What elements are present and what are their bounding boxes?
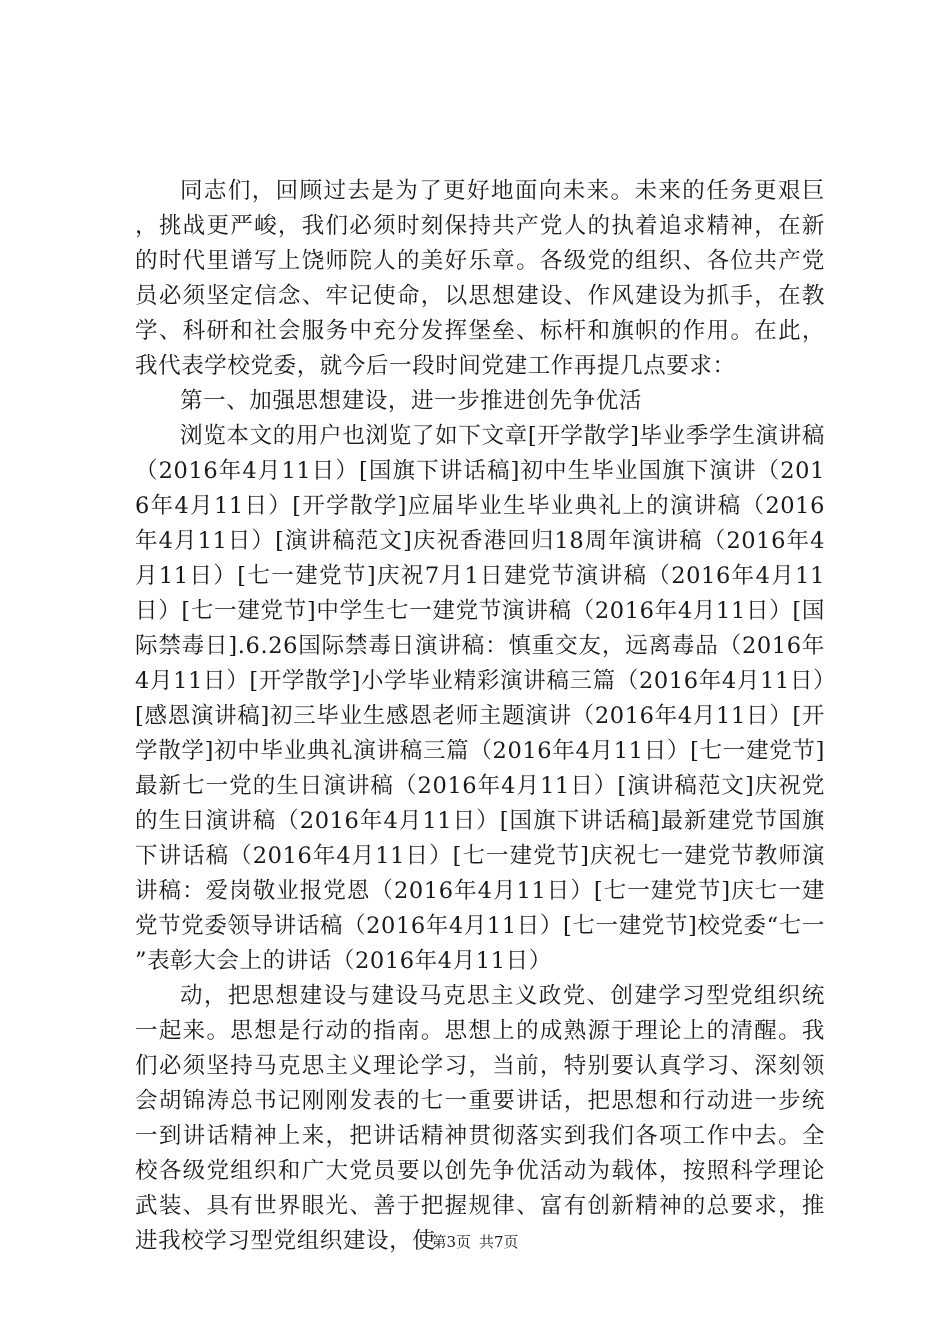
page-footer [0,1232,950,1252]
paragraph-continuation: 动，把思想建设与建设马克思主义政党、创建学习型党组织统一起来。思想是行动的指南。思想上的成熟源于理论上的清醒。我们必须坚持马克思主义理论学习，当前，特别要认真学习、深刻领会胡锦涛总书记刚刚发表的七一重要讲话，把思想和行动进一步统一到讲话精神上来，把讲话精神贯彻落实到我们各项工作中去。全校各级党组织和广大党员要以创先争优活动为载体，按照科学理论武装、具有世界眼光、善于把握规律、富有创新精神的总要求，推进我校学习型党组织建设，使 [135,983,825,1254]
paragraph-intro: 同志们，回顾过去是为了更好地面向未来。未来的任务更艰巨，挑战更严峻，我们必须时刻保持共产党人的执着追求精神，在新的时代里谱写上饶师院人的美好乐章。各级党的组织、各位共产党员必须坚定信念、牢记使命，以思想建设、作风建设为抓手，在教学、科研和社会服务中充分发挥堡垒、标杆和旗帜的作用。在此，我代表学校党委，就今后一段时间党建工作再提几点要求： [135,178,825,379]
page-number-total: 共7页 [479,1233,519,1251]
paragraph-related-articles: 浏览本文的用户也浏览了如下文章[开学散学]毕业季学生演讲稿（2016年4月11日）[国旗下讲话稿]初中生毕业国旗下演讲（2016年4月11日）[开学散学]应届毕业生毕业典礼上的演讲稿（2016年4月11日）[演讲稿范文]庆祝香港回归18周年演讲稿（2016年4月11日）[七一建党节]庆祝7月1日建党节演讲稿（2016年4月11日）[七一建党节]中学生七一建党节演讲稿（2016年4月11日）[国际禁毒日].6.26国际禁毒日演讲稿：慎重交友，远离毒品（2016年4月11日）[开学散学]小学毕业精彩演讲稿三篇（2016年4月11日）[感恩演讲稿]初三毕业生感恩老师主题演讲（2016年4月11日）[开学散学]初中毕业典礼演讲稿三篇（2016年4月11日）[七一建党节]最新七一党的生日演讲稿（2016年4月11日）[演讲稿范文]庆祝党的生日演讲稿（2016年4月11日）[国旗下讲话稿]最新建党节国旗下讲话稿（2016年4月11日）[七一建党节]庆祝七一建党节教师演讲稿：爱岗敬业报党恩（2016年4月11日）[七一建党节]庆七一建党节党委领导讲话稿（2016年4月11日）[七一建党节]校党委“七一”表彰大会上的讲话（2016年4月11日） [135,423,825,974]
page-number-current: 第3页 [431,1233,471,1251]
document-body [135,174,825,1259]
paragraph-heading-first: 第一、加强思想建设，进一步推进创先争优活 [180,388,643,414]
